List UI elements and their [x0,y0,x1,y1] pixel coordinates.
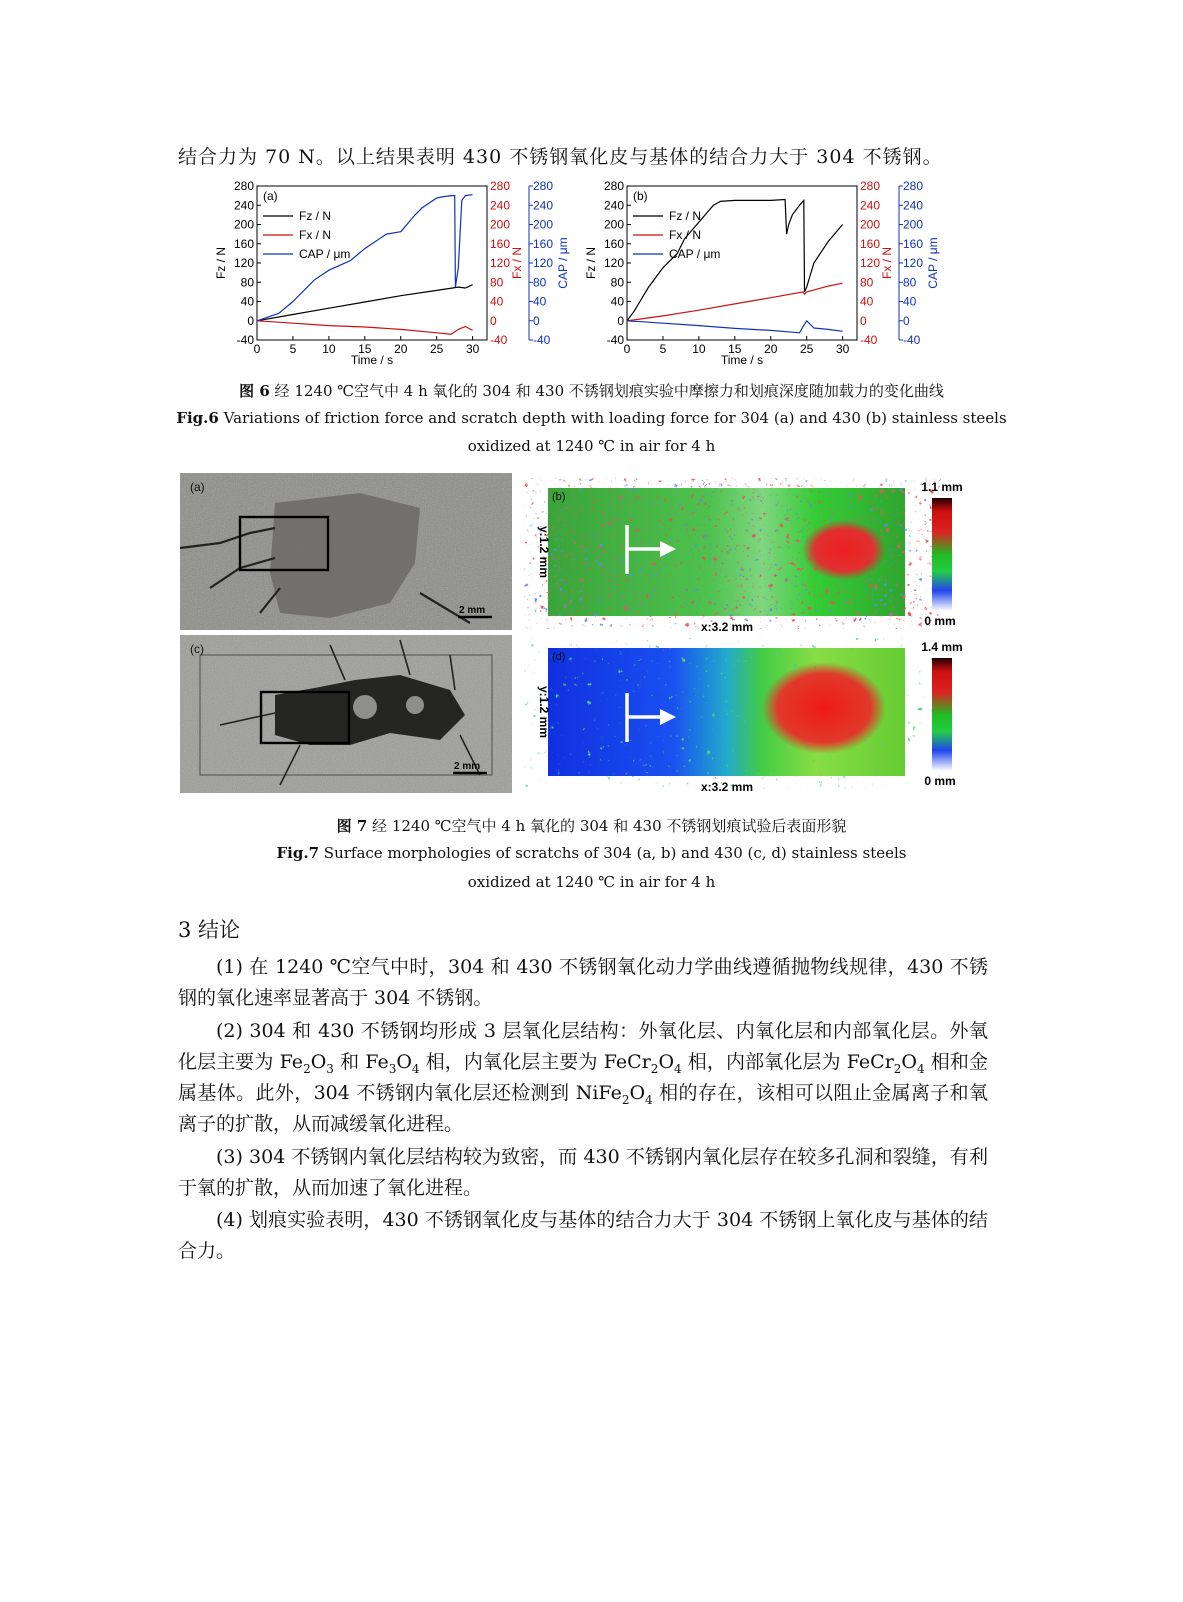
x-tick-label: 25 [800,342,814,356]
fig6-chart-a [205,178,605,368]
y-tick-label: 120 [603,256,624,270]
series-line-2 [257,321,473,334]
y3-tick-label: 160 [533,236,554,251]
y3-tick-label: 200 [903,217,924,232]
c2-part-f: O [658,1051,675,1073]
y3-axis-label: CAP / μm [556,237,570,289]
x-tick-label: 5 [659,342,667,356]
c2-part-k: 相的存在，该相可以阻止金属离子和氧离子的扩散，从而减缓氧化进程。 [178,1082,989,1135]
y2-tick-label: 280 [490,179,511,193]
plot-frame [627,186,857,340]
fig7-caption-en [0,844,1183,862]
fig6-caption-en-line2: oxidized at 1240 ℃ in air for 4 h [467,437,716,455]
fig6-caption-cn-text: 经 1240 ℃空气中 4 h 氧化的 304 和 430 不锈钢划痕实验中摩擦力和划痕深度随加载力的变化曲线 [274,382,944,400]
fig6-caption-en-text: Variations of friction force and scratch depth with loading force for 304 (a) and 430 (b) stainless steels [223,409,1007,427]
fig7-caption-cn [0,815,1183,836]
fig7-scale-a: 2 mm [459,605,486,616]
fig7-d-bottom-label: 0 mm [924,774,956,788]
y2-tick-label: 80 [490,275,504,290]
y2-tick-label: 160 [490,236,511,251]
y3-tick-label: 160 [903,236,924,251]
fig7-map-d [524,638,974,796]
fig7-photo-c [180,635,512,793]
x-axis-label: Time / s [350,353,394,367]
fig7-d-x-label: x:3.2 mm [700,780,754,794]
y3-tick-label: 240 [533,198,554,213]
c2-part-e: 相，内氧化层主要为 FeCr [419,1051,651,1073]
y2-tick-label: 0 [860,313,867,328]
y2-axis-label: Fx / N [510,247,524,279]
series-line-1 [627,200,843,321]
y-tick-label: 0 [247,313,254,328]
fig7-map-b [524,478,974,636]
x-tick-label: 10 [322,342,336,356]
series-line-2 [627,283,843,321]
conclusion-2 [178,1016,988,1140]
c2-sub-8: 4 [917,1061,925,1076]
c2-sub-5: 2 [650,1061,659,1076]
c2-sub-7: 2 [893,1061,902,1076]
x-tick-label: 20 [394,342,408,356]
fig7-caption-cn-label: 图 7 [336,817,368,835]
y2-tick-label: 240 [490,198,511,213]
legend-label: Fz / N [669,209,701,223]
y2-tick-label: -40 [860,333,878,347]
c2-part-c: 和 Fe [333,1051,389,1073]
c2-sub-3: 3 [388,1061,397,1076]
fig7-caption-en-line2: oxidized at 1240 ℃ in air for 4 h [467,873,716,891]
y3-tick-label: 40 [533,294,547,309]
fig7-caption-cn-text: 经 1240 ℃空气中 4 h 氧化的 304 和 430 不锈钢划痕试验后表面形貌 [372,817,847,835]
y-axis-label: Fz / N [214,247,228,279]
y-tick-label: 120 [233,256,254,270]
y-tick-label: 240 [233,198,254,213]
c2-sub-10: 4 [645,1092,653,1107]
fig6-caption-en-label: Fig.6 [176,409,219,427]
y3-tick-label: 0 [533,313,540,328]
y3-tick-label: 40 [903,294,917,309]
y3-tick-label: 80 [533,275,547,290]
y2-tick-label: 40 [860,294,874,309]
c2-sub-1: 2 [303,1061,311,1076]
y-tick-label: 200 [603,217,624,232]
fig6-caption-cn [0,380,1183,401]
legend-label: Fx / N [669,228,701,242]
y2-tick-label: 160 [860,236,881,251]
c2-part-b: O [310,1051,327,1073]
y-tick-label: 40 [610,294,624,309]
series-line-1 [257,285,473,321]
y-tick-label: 80 [610,275,624,290]
y3-tick-label: 280 [533,179,554,193]
y-tick-label: 0 [617,313,624,328]
fig7-b-y-label: y:1.2 mm [537,525,551,579]
fig7-d-top-label: 1.4 mm [921,640,963,654]
y2-tick-label: 200 [860,217,881,232]
lead-text: 结合力为 70 N。以上结果表明 430 不锈钢氧化皮与基体的结合力大于 304 不锈钢。 [178,146,943,168]
legend-label: CAP / μm [669,247,721,261]
fig7-b-bottom-label: 0 mm [924,614,956,628]
c2-part-h: O [901,1051,917,1073]
y3-axis-label: CAP / μm [926,237,940,289]
plot-frame [257,186,487,340]
c2-sub-4: 4 [411,1061,420,1076]
y2-tick-label: 0 [490,313,497,328]
y2-tick-label: 40 [490,294,504,309]
panel-label: (b) [633,189,648,203]
y3-tick-label: 200 [533,217,554,232]
fig7-d-y-label: y:1.2 mm [537,685,551,739]
y2-tick-label: -40 [490,333,508,347]
y-tick-label: 240 [603,198,624,213]
y3-tick-label: -40 [903,333,921,347]
c2-sub-6: 4 [674,1061,682,1076]
fig7-caption-en-text: Surface morphologies of scratchs of 304 (a, b) and 430 (c, d) stainless steels [323,844,907,862]
y3-tick-label: 120 [533,256,554,270]
fig7-caption-en-label: Fig.7 [276,844,320,862]
y3-tick-label: -40 [533,333,551,347]
x-tick-label: 10 [692,342,706,356]
y-tick-label: -40 [606,333,624,347]
y2-tick-label: 200 [490,217,511,232]
y2-tick-label: 120 [860,256,881,270]
y2-tick-label: 120 [490,256,511,270]
panel-label: (a) [263,189,278,203]
y2-tick-label: 240 [860,198,881,213]
c2-sub-2: 3 [326,1061,334,1076]
x-tick-label: 5 [289,342,297,356]
legend-label: CAP / μm [299,247,351,261]
fig7-label-a: (a) [190,480,205,494]
fig7-b-top-label: 1.1 mm [921,480,963,494]
fig6-caption-en [0,409,1183,427]
fig7-b-x-label: x:3.2 mm [700,620,754,634]
x-tick-label: 30 [835,342,850,356]
x-tick-label: 0 [253,342,261,356]
y-tick-label: 280 [603,179,624,193]
y-tick-label: 200 [233,217,254,232]
x-tick-label: 0 [623,342,631,356]
x-axis-label: Time / s [720,353,764,367]
y3-tick-label: 120 [903,256,924,270]
y2-axis-label: Fx / N [880,247,894,279]
y3-tick-label: 0 [903,313,910,328]
series-line-3 [627,321,843,333]
x-tick-label: 20 [764,342,778,356]
x-tick-label: 15 [358,342,372,356]
section-title: 3 结论 [178,918,241,942]
fig7-photo-a [180,473,512,630]
conclusion-1: (1) 在 1240 ℃空气中时，304 和 430 不锈钢氧化动力学曲线遵循抛物线规律，430 不锈钢的氧化速率显著高于 304 不锈钢。 [178,956,988,1009]
conclusion-3: (3) 304 不锈钢内氧化层结构较为致密，而 430 不锈钢内氧化层存在较多孔洞和裂缝，有利于氧的扩散，从而加速了氧化进程。 [178,1146,988,1199]
fig7-label-b: (b) [552,491,566,503]
legend-label: Fx / N [299,228,331,242]
c2-part-i: 相和金属基体。此外，304 不锈钢内氧化层还检测到 NiFe [178,1051,988,1104]
legend-label: Fz / N [299,209,331,223]
c2-part-d: O [396,1051,412,1073]
y3-tick-label: 280 [903,179,924,193]
c2-part-a: (2) 304 和 430 不锈钢均形成 3 层氧化层结构：外氧化层、内氧化层和内部氧化层。外氧化层主要为 Fe [178,1020,988,1073]
y-axis-label: Fz / N [584,247,598,279]
y3-tick-label: 80 [903,275,917,290]
y2-tick-label: 280 [860,179,881,193]
x-tick-label: 30 [465,342,480,356]
conclusion-4: (4) 划痕实验表明，430 不锈钢氧化皮与基体的结合力大于 304 不锈钢上氧化皮与基体的结合力。 [178,1209,988,1262]
y-tick-label: 160 [603,236,624,251]
y-tick-label: -40 [236,333,254,347]
fig7-scale-c: 2 mm [454,761,481,772]
fig7-label-d: (d) [552,651,566,663]
c2-part-j: O [629,1082,646,1104]
y-tick-label: 280 [233,179,254,193]
y-tick-label: 160 [233,236,254,251]
fig7-label-c: (c) [190,642,204,656]
x-tick-label: 25 [430,342,444,356]
y-tick-label: 80 [240,275,254,290]
fig6-caption-cn-label: 图 6 [239,382,270,400]
y-tick-label: 40 [240,294,254,309]
x-tick-label: 15 [728,342,742,356]
y3-tick-label: 240 [903,198,924,213]
c2-part-g: 相，内部氧化层为 FeCr [681,1051,894,1073]
c2-sub-9: 2 [621,1092,630,1107]
fig6-chart-b [575,178,975,368]
y2-tick-label: 80 [860,275,874,290]
